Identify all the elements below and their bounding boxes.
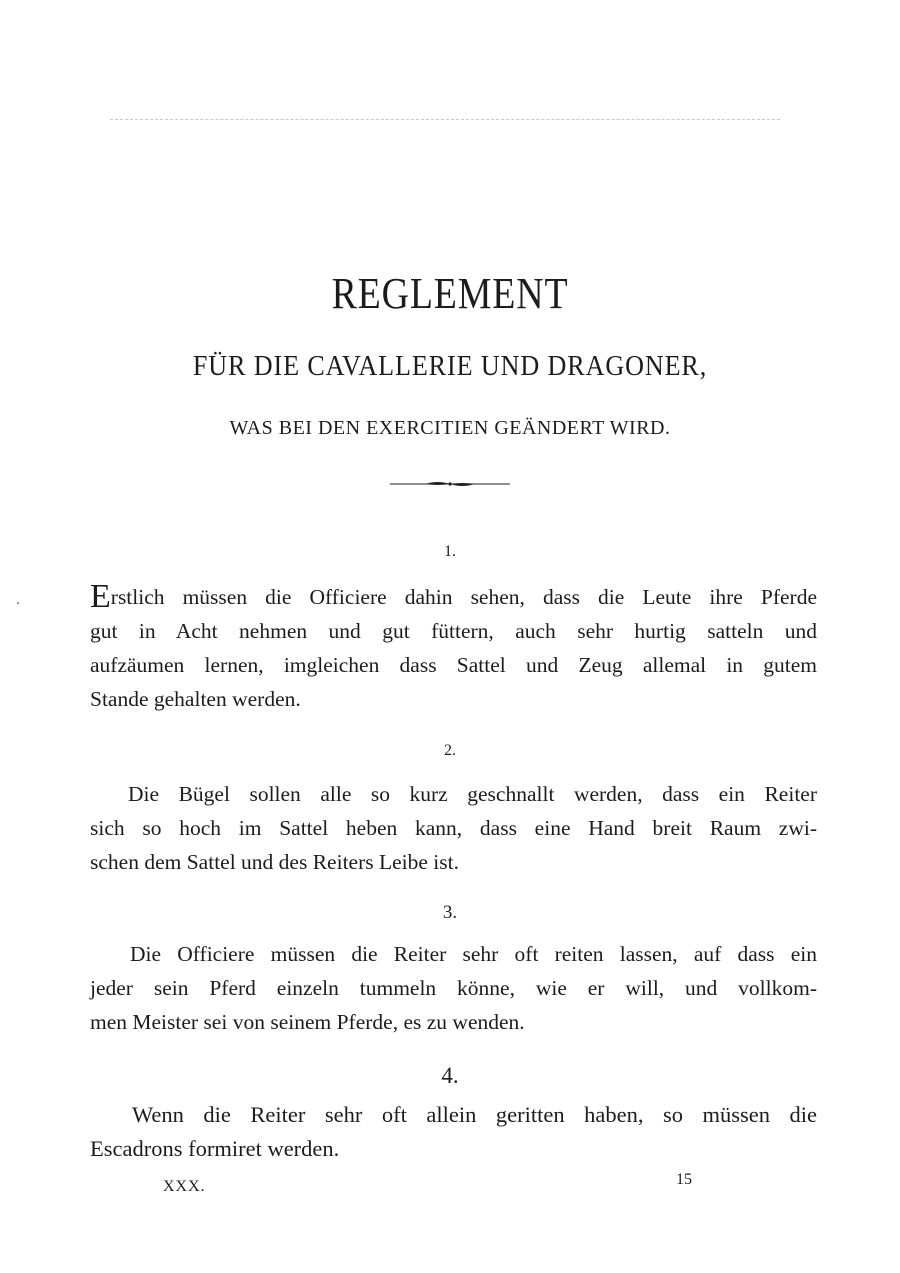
- section-paragraph-2: Die Bügel sollen alle so kurz geschnallt werden, dass ein Reiter sich so hoch im Sattel heben kann, dass eine Hand breit Raum zwi- schen dem Sattel und des Reiters Leibe ist.: [90, 782, 817, 874]
- section-paragraph-3: Die Officiere müssen die Reiter sehr oft reiten lassen, auf dass ein jeder sein Pferd einzeln tummeln könne, wie er will, und vollkom- men Meister sei von seinem Pferde, es zu wenden.: [90, 942, 817, 1034]
- initial-letter: E: [90, 578, 111, 615]
- margin-speck: [17, 602, 19, 604]
- top-rule: [110, 119, 780, 120]
- section-paragraph-1: Erstlich müssen die Officiere dahin sehen, dass die Leute ihre Pferde gut in Acht nehmen und gut füttern, auch sehr hurtig satteln und aufzäumen lernen, imgleichen dass Sattel und Zeug allemal in gutem Stande gehalten werden.: [90, 578, 817, 711]
- ornament-divider-icon: [390, 479, 510, 489]
- section-number-3: 3.: [442, 902, 458, 923]
- page-subtitle: FÜR DIE CAVALLERIE UND DRAGONER,: [192, 350, 708, 382]
- section-number-4: 4.: [441, 1063, 459, 1088]
- page-number: 15: [676, 1171, 692, 1188]
- page-subsubtitle: WAS BEI DEN EXERCITIEN GEÄNDERT WIRD.: [229, 417, 671, 439]
- page-title: REGLEMENT: [331, 269, 569, 318]
- signature-mark: XXX.: [163, 1178, 206, 1195]
- section-number-2: 2.: [444, 742, 456, 759]
- section-number-1: 1.: [444, 543, 456, 560]
- section-paragraph-4: Wenn die Reiter sehr oft allein geritten haben, so müssen die Escadrons formiret werden.: [90, 1102, 817, 1161]
